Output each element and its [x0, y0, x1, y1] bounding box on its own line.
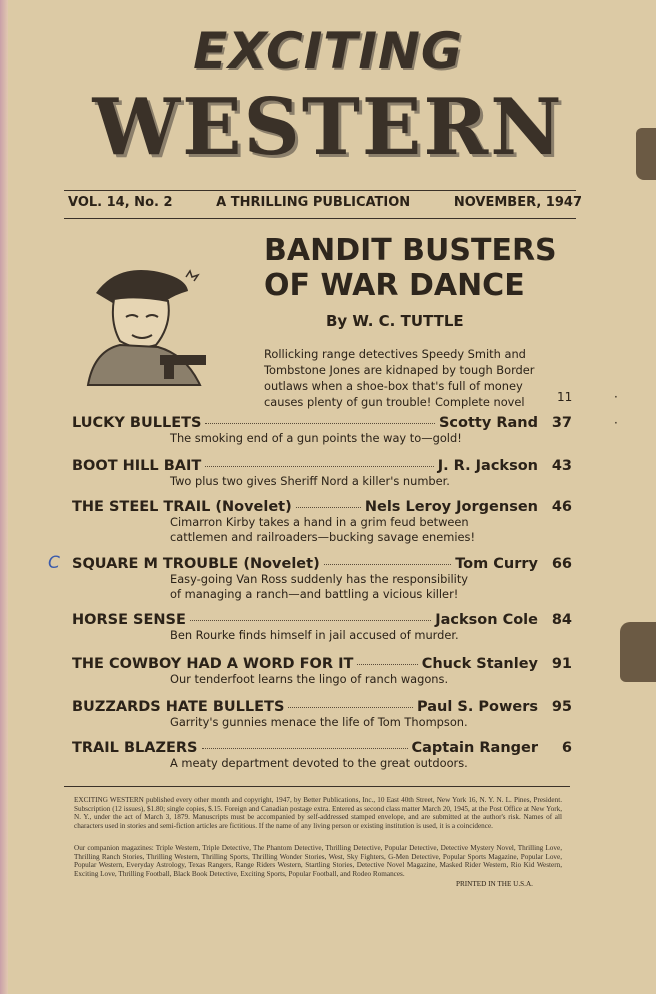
- leader-dots: [190, 620, 431, 621]
- volume-number: VOL. 14, No. 2: [68, 195, 173, 210]
- feature-description: [264, 346, 544, 410]
- story-author: Scotty Rand: [438, 415, 538, 431]
- contents-entry: [72, 499, 572, 545]
- feature-title-line-2: OF WAR DANCE: [264, 268, 525, 303]
- feature-title: [264, 233, 564, 303]
- story-author: Paul S. Powers: [417, 699, 538, 715]
- story-description: Easy-going Van Ross suddenly has the responsibility: [170, 572, 469, 586]
- story-title: HORSE SENSE: [72, 612, 186, 628]
- story-title: BUZZARDS HATE BULLETS: [72, 699, 285, 715]
- contents-entry: [72, 740, 572, 771]
- story-page: 6: [561, 740, 572, 756]
- leader-dots: [296, 507, 361, 508]
- feature-desc-line: causes plenty of gun trouble! Complete novel: [264, 395, 525, 409]
- story-page: 91: [551, 656, 572, 672]
- story-description: The smoking end of a gun points the way to—gold!: [170, 431, 462, 445]
- story-description: of managing a ranch—and battling a vicious killer!: [170, 587, 459, 601]
- companion-magazines: Our companion magazines: Triple Western, Triple Detective, The Phantom Detective, Thrilling Detective, Popular Detective, Detective Mystery Novel, Thrilling Love, Thrilling Ranch Stories, Thrilling Western, Thrilling Sports, Thrilling Wonder Stories, West, Sky Fighters, G-Men Detective, Popular Sports Magazine, Popular Love, Popular Western, Everyday Astrology, Texas Rangers, Range Riders Western, Startling Stories, Detective Novel Magazine, Masked Rider Western, Rio Kid Western, Exciting Love, Thrilling Football, Black Book Detective, Exciting Sports, Popular Football, and Rodeo Romances.: [74, 844, 562, 878]
- story-title: SQUARE M TROUBLE (Novelet): [72, 556, 320, 572]
- dateline-top-rule: [64, 190, 576, 191]
- contents-entry: [72, 458, 572, 489]
- leader-dots: [324, 564, 451, 565]
- feature-page-number: 11: [557, 390, 573, 404]
- story-description: Our tenderfoot learns the lingo of ranch wagons.: [170, 672, 449, 686]
- story-author: Tom Curry: [455, 556, 538, 572]
- story-author: Captain Ranger: [411, 740, 538, 756]
- dateline-bottom-rule: [64, 218, 576, 219]
- publication-notice: EXCITING WESTERN published every other month and copyright, 1947, by Better Publications, Inc., 10 East 40th Street, New York 16, N. Y. N. L. Pines, President. Subscription (12 issues), $1.80; single copies, $.15. Foreign and Canadian postage extra. Entered as second class matter March 20, 1945, at the Post Office at New York, N. Y., under the act of March 3, 1879. Manuscripts must be accompanied by self-addressed stamped envelope, and are submitted at the author's risk. Names of all characters used in stories and semi-fiction articles are fictitious. If the name of any living person or existing institution is used, it is a coincidence.: [74, 796, 562, 830]
- story-title: TRAIL BLAZERS: [72, 740, 198, 756]
- contents-entry: [72, 556, 572, 602]
- leader-dots: [202, 748, 408, 749]
- fineprint-rule: [64, 786, 570, 787]
- contents-entry: [72, 415, 572, 446]
- leader-dots: [205, 466, 433, 467]
- story-page: 43: [551, 458, 572, 474]
- story-description: Two plus two gives Sheriff Nord a killer's number.: [170, 474, 450, 488]
- story-description: cattlemen and railroaders—bucking savage enemies!: [170, 530, 476, 544]
- story-page: 95: [551, 699, 572, 715]
- handwritten-annotation: C: [48, 553, 60, 573]
- cowboy-illustration: [76, 255, 216, 395]
- contents-entry: [72, 699, 572, 730]
- leader-dots: [288, 707, 413, 708]
- publisher-name: A THRILLING PUBLICATION: [216, 195, 411, 210]
- issue-date: NOVEMBER, 1947: [453, 195, 582, 210]
- story-title: LUCKY BULLETS: [72, 415, 202, 431]
- leader-dots: [357, 664, 417, 665]
- story-author: Jackson Cole: [435, 612, 538, 628]
- feature-byline: By W. C. TUTTLE: [326, 312, 464, 330]
- printed-in-usa: PRINTED IN THE U.S.A.: [456, 880, 533, 888]
- story-title: THE COWBOY HAD A WORD FOR IT: [72, 656, 354, 672]
- feature-title-line-1: BANDIT BUSTERS: [264, 233, 557, 268]
- dateline: [68, 195, 582, 210]
- story-description: Ben Rourke finds himself in jail accused of murder.: [170, 628, 459, 642]
- story-description: Garrity's gunnies menace the life of Tom Thompson.: [170, 715, 468, 729]
- margin-dot: ·: [614, 390, 618, 404]
- story-title: THE STEEL TRAIL (Novelet): [72, 499, 292, 515]
- margin-dot: ·: [614, 416, 618, 430]
- masthead-western: WESTERN: [92, 82, 564, 173]
- story-page: 84: [551, 612, 572, 628]
- feature-desc-line: outlaws when a shoe-box that's full of money: [264, 379, 523, 393]
- feature-desc-line: Tombstone Jones are kidnaped by tough Border: [264, 363, 535, 377]
- feature-desc-line: Rollicking range detectives Speedy Smith and: [264, 347, 526, 361]
- torn-edge-middle: [620, 622, 656, 682]
- story-description: A meaty department devoted to the great outdoors.: [170, 756, 468, 770]
- story-page: 46: [551, 499, 572, 515]
- story-description: Cimarron Kirby takes a hand in a grim feud between: [170, 515, 469, 529]
- masthead-exciting: EXCITING: [193, 22, 463, 80]
- contents-entry: [72, 656, 572, 687]
- story-page: 66: [551, 556, 572, 572]
- story-author: Nels Leroy Jorgensen: [364, 499, 538, 515]
- story-title: BOOT HILL BAIT: [72, 458, 202, 474]
- story-page: 37: [551, 415, 572, 431]
- contents-entry: [72, 612, 572, 643]
- story-author: J. R. Jackson: [437, 458, 538, 474]
- story-author: Chuck Stanley: [421, 656, 538, 672]
- leader-dots: [205, 423, 435, 424]
